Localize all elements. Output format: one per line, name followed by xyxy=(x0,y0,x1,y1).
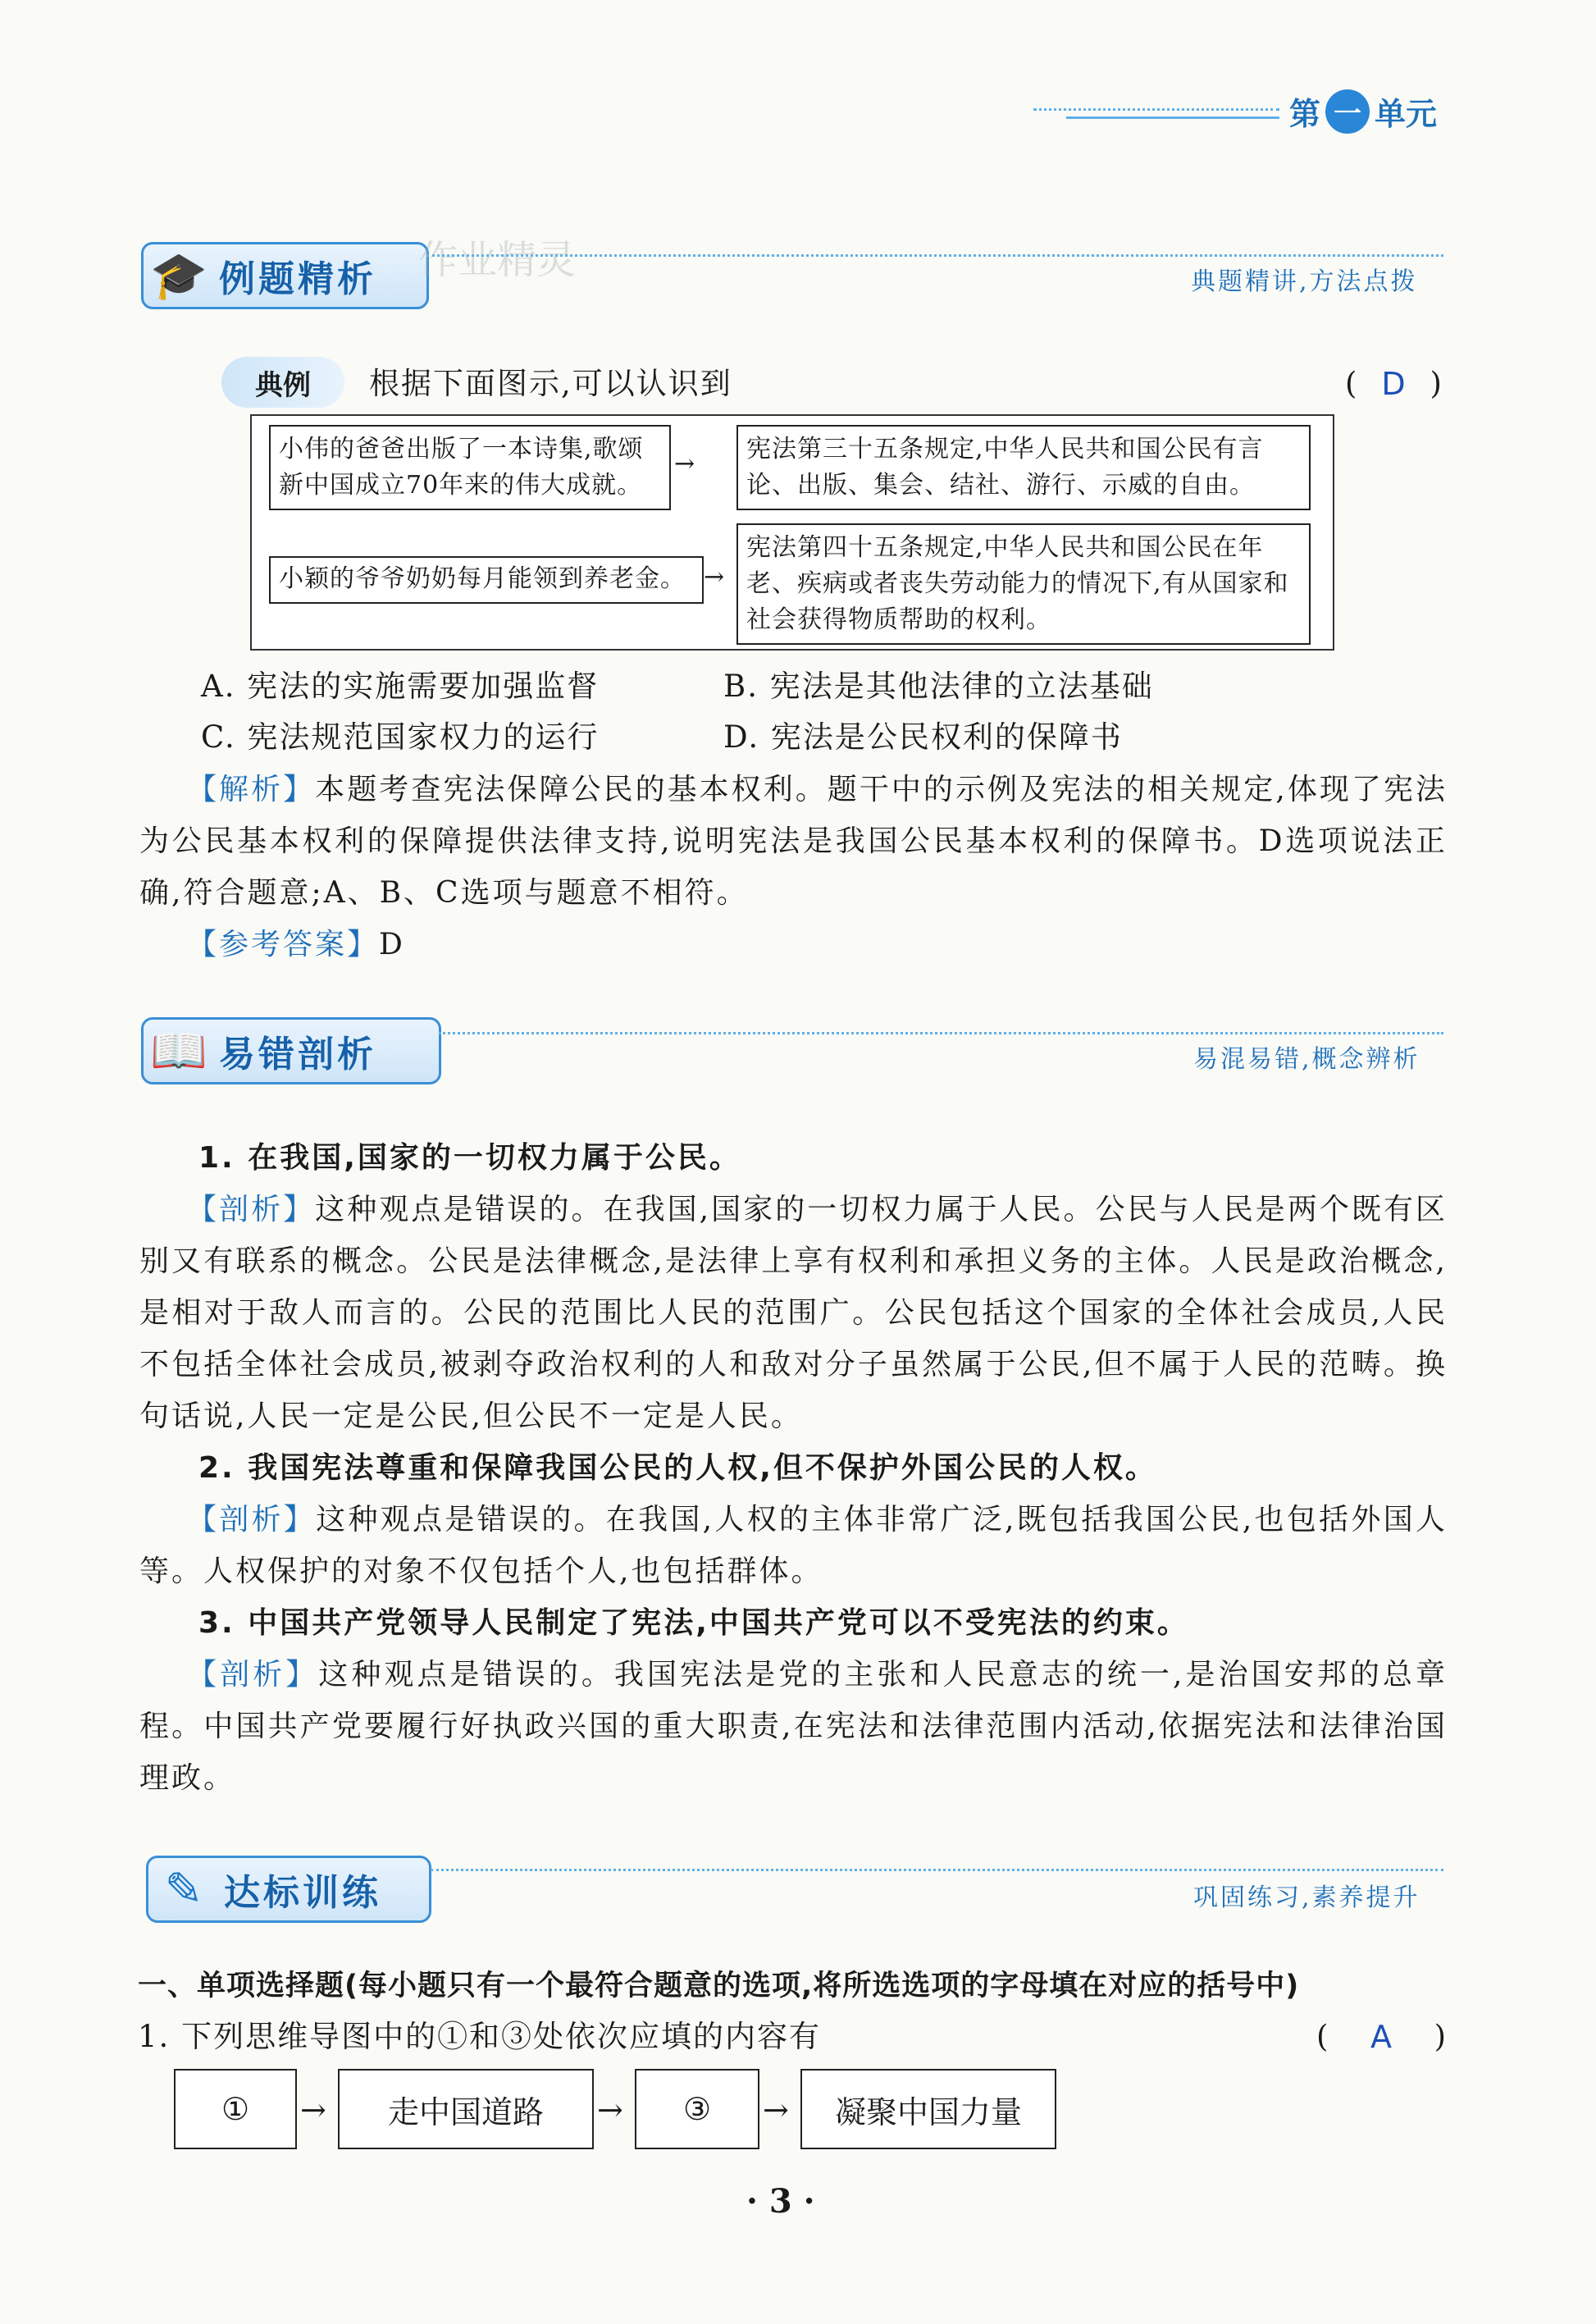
diagram-left-box-2: 小颖的爷爷奶奶每月能领到养老金。 xyxy=(269,556,704,604)
answer-bracket xyxy=(1316,2011,1448,2062)
section-subtitle: 巩固练习,素养提升 xyxy=(1193,1883,1420,1912)
header-decor-line xyxy=(1066,116,1279,119)
diagram-left-box-1: 小伟的爸爸出版了一本诗集,歌颂新中国成立70年来的伟大成就。 xyxy=(269,425,671,510)
ref-answer-label: 【参考答案】 xyxy=(187,928,380,961)
unit-header xyxy=(1289,89,1437,134)
unit-prefix: 第 xyxy=(1289,96,1321,132)
unit-number-badge: 一 xyxy=(1325,89,1370,134)
mistake-statement-1: 1. 在我国,国家的一切权力属于公民。 xyxy=(198,1141,741,1175)
analysis-label: 【剖析】 xyxy=(187,1193,316,1226)
mindmap-box-2: 走中国道路 xyxy=(338,2069,594,2149)
section-banner-example xyxy=(141,242,429,309)
mindmap-box-3: ③ xyxy=(635,2069,759,2149)
ref-answer-value: D xyxy=(379,928,405,961)
mistake-statement-3: 3. 中国共产党领导人民制定了宪法,中国共产党可以不受宪法的约束。 xyxy=(198,1606,1189,1640)
analysis-label: 【剖析】 xyxy=(187,1503,317,1536)
example-answer: D xyxy=(1381,366,1407,402)
mindmap-arrow-3: → xyxy=(763,2092,789,2128)
diagram-right-box-1: 宪法第三十五条规定,中华人民共和国公民有言论、出版、集会、结社、游行、示威的自由。 xyxy=(736,425,1311,510)
section-divider xyxy=(439,1032,1443,1034)
section-title: 易错剖析 xyxy=(219,1034,376,1075)
option-a: A. 宪法的实施需要加强监督 xyxy=(201,669,600,704)
watermark: 作业精灵 xyxy=(418,237,577,283)
section-banner-mistake xyxy=(141,1017,441,1084)
page-number: · 3 · xyxy=(746,2182,815,2221)
mistake-statement-2: 2. 我国宪法尊重和保障我国公民的人权,但不保护外国公民的人权。 xyxy=(198,1451,1157,1485)
practice-heading: 一、单项选择题(每小题只有一个最符合题意的选项,将所选选项的字母填在对应的括号中) xyxy=(138,1970,1300,2002)
mindmap-box-1: ① xyxy=(174,2069,297,2149)
unit-suffix: 单元 xyxy=(1375,96,1438,132)
pencil-book-icon: ✎ xyxy=(164,1862,203,1916)
option-c: C. 宪法规范国家权力的运行 xyxy=(201,719,600,755)
example-analysis xyxy=(139,764,1448,919)
mistake-analysis-1 xyxy=(139,1184,1448,1442)
graduation-cap-book-icon: 🎓 xyxy=(150,249,207,303)
diagram-arrow-2: → xyxy=(704,563,725,591)
section-subtitle: 典题精讲,方法点拨 xyxy=(1191,267,1418,296)
analysis-label: 【解析】 xyxy=(187,773,316,806)
section-title: 例题精析 xyxy=(219,258,376,300)
section-banner-practice xyxy=(146,1856,431,1923)
option-d: D. 宪法是公民权利的保障书 xyxy=(723,719,1123,755)
mistake-analysis-3 xyxy=(139,1649,1448,1804)
analysis-label: 【剖析】 xyxy=(187,1658,319,1692)
diagram-arrow-1: → xyxy=(674,450,695,478)
option-b: B. 宪法是其他法律的立法基础 xyxy=(723,669,1154,704)
mistake-list xyxy=(139,1132,1448,1804)
question-1: 1. 下列思维导图中的①和③处依次应填的内容有 xyxy=(138,2019,822,2054)
mindmap-arrow-2: → xyxy=(597,2092,623,2128)
example-question: 根据下面图示,可以认识到 xyxy=(369,366,732,401)
answer-bracket xyxy=(1345,358,1443,409)
reference-answer xyxy=(187,919,405,970)
section-divider xyxy=(431,1869,1443,1871)
example-tag xyxy=(221,357,344,408)
paren-open: ( xyxy=(1316,2019,1330,2054)
section-divider xyxy=(426,254,1443,257)
paren-close: ) xyxy=(1434,2019,1448,2054)
paren-open: ( xyxy=(1345,366,1359,401)
question-1-answer: A xyxy=(1370,2019,1393,2055)
mistake-analysis-2 xyxy=(139,1494,1448,1597)
diagram-right-box-2: 宪法第四十五条规定,中华人民共和国公民在年老、疾病或者丧失劳动能力的情况下,有从国家和社会获得物质帮助的权利。 xyxy=(736,523,1311,645)
section-title: 达标训练 xyxy=(224,1872,381,1914)
paren-close: ) xyxy=(1430,366,1443,401)
header-decor-dotted xyxy=(1033,108,1279,111)
open-book-icon: 📖 xyxy=(150,1025,207,1078)
analysis-text: 本题考查宪法保障公民的基本权利。题干中的示例及宪法的相关规定,体现了宪法为公民基本权利的保障提供法律支持,说明宪法是我国公民基本权利的保障书。D选项说法正确,符合题意;A、B、C选项与题意不相符。 xyxy=(139,773,1448,910)
analysis-text: 这种观点是错误的。在我国,国家的一切权力属于人民。公民与人民是两个既有区别又有联系的概念。公民是法律概念,是法律上享有权利和承担义务的主体。人民是政治概念,是相对于敌人而言的。公民的范围比人民的范围广。公民包括这个国家的全体社会成员,人民不包括全体社会成员,被剥夺政治权利的人和敌对分子虽然属于公民,但不属于人民的范畴。换句话说,人民一定是公民,但公民不一定是人民。 xyxy=(139,1193,1448,1433)
analysis-text: 这种观点是错误的。在我国,人权的主体非常广泛,既包括我国公民,也包括外国人等。人权保护的对象不仅包括个人,也包括群体。 xyxy=(139,1503,1448,1588)
analysis-text: 这种观点是错误的。我国宪法是党的主张和人民意志的统一,是治国安邦的总章程。中国共产党要履行好执政兴国的重大职责,在宪法和法律范围内活动,依据宪法和法律治国理政。 xyxy=(139,1658,1448,1795)
section-subtitle: 易混易错,概念辨析 xyxy=(1193,1045,1420,1074)
mindmap-box-4: 凝聚中国力量 xyxy=(800,2069,1056,2149)
mindmap-arrow-1: → xyxy=(300,2092,326,2128)
example-tag-label: 典例 xyxy=(255,368,311,402)
